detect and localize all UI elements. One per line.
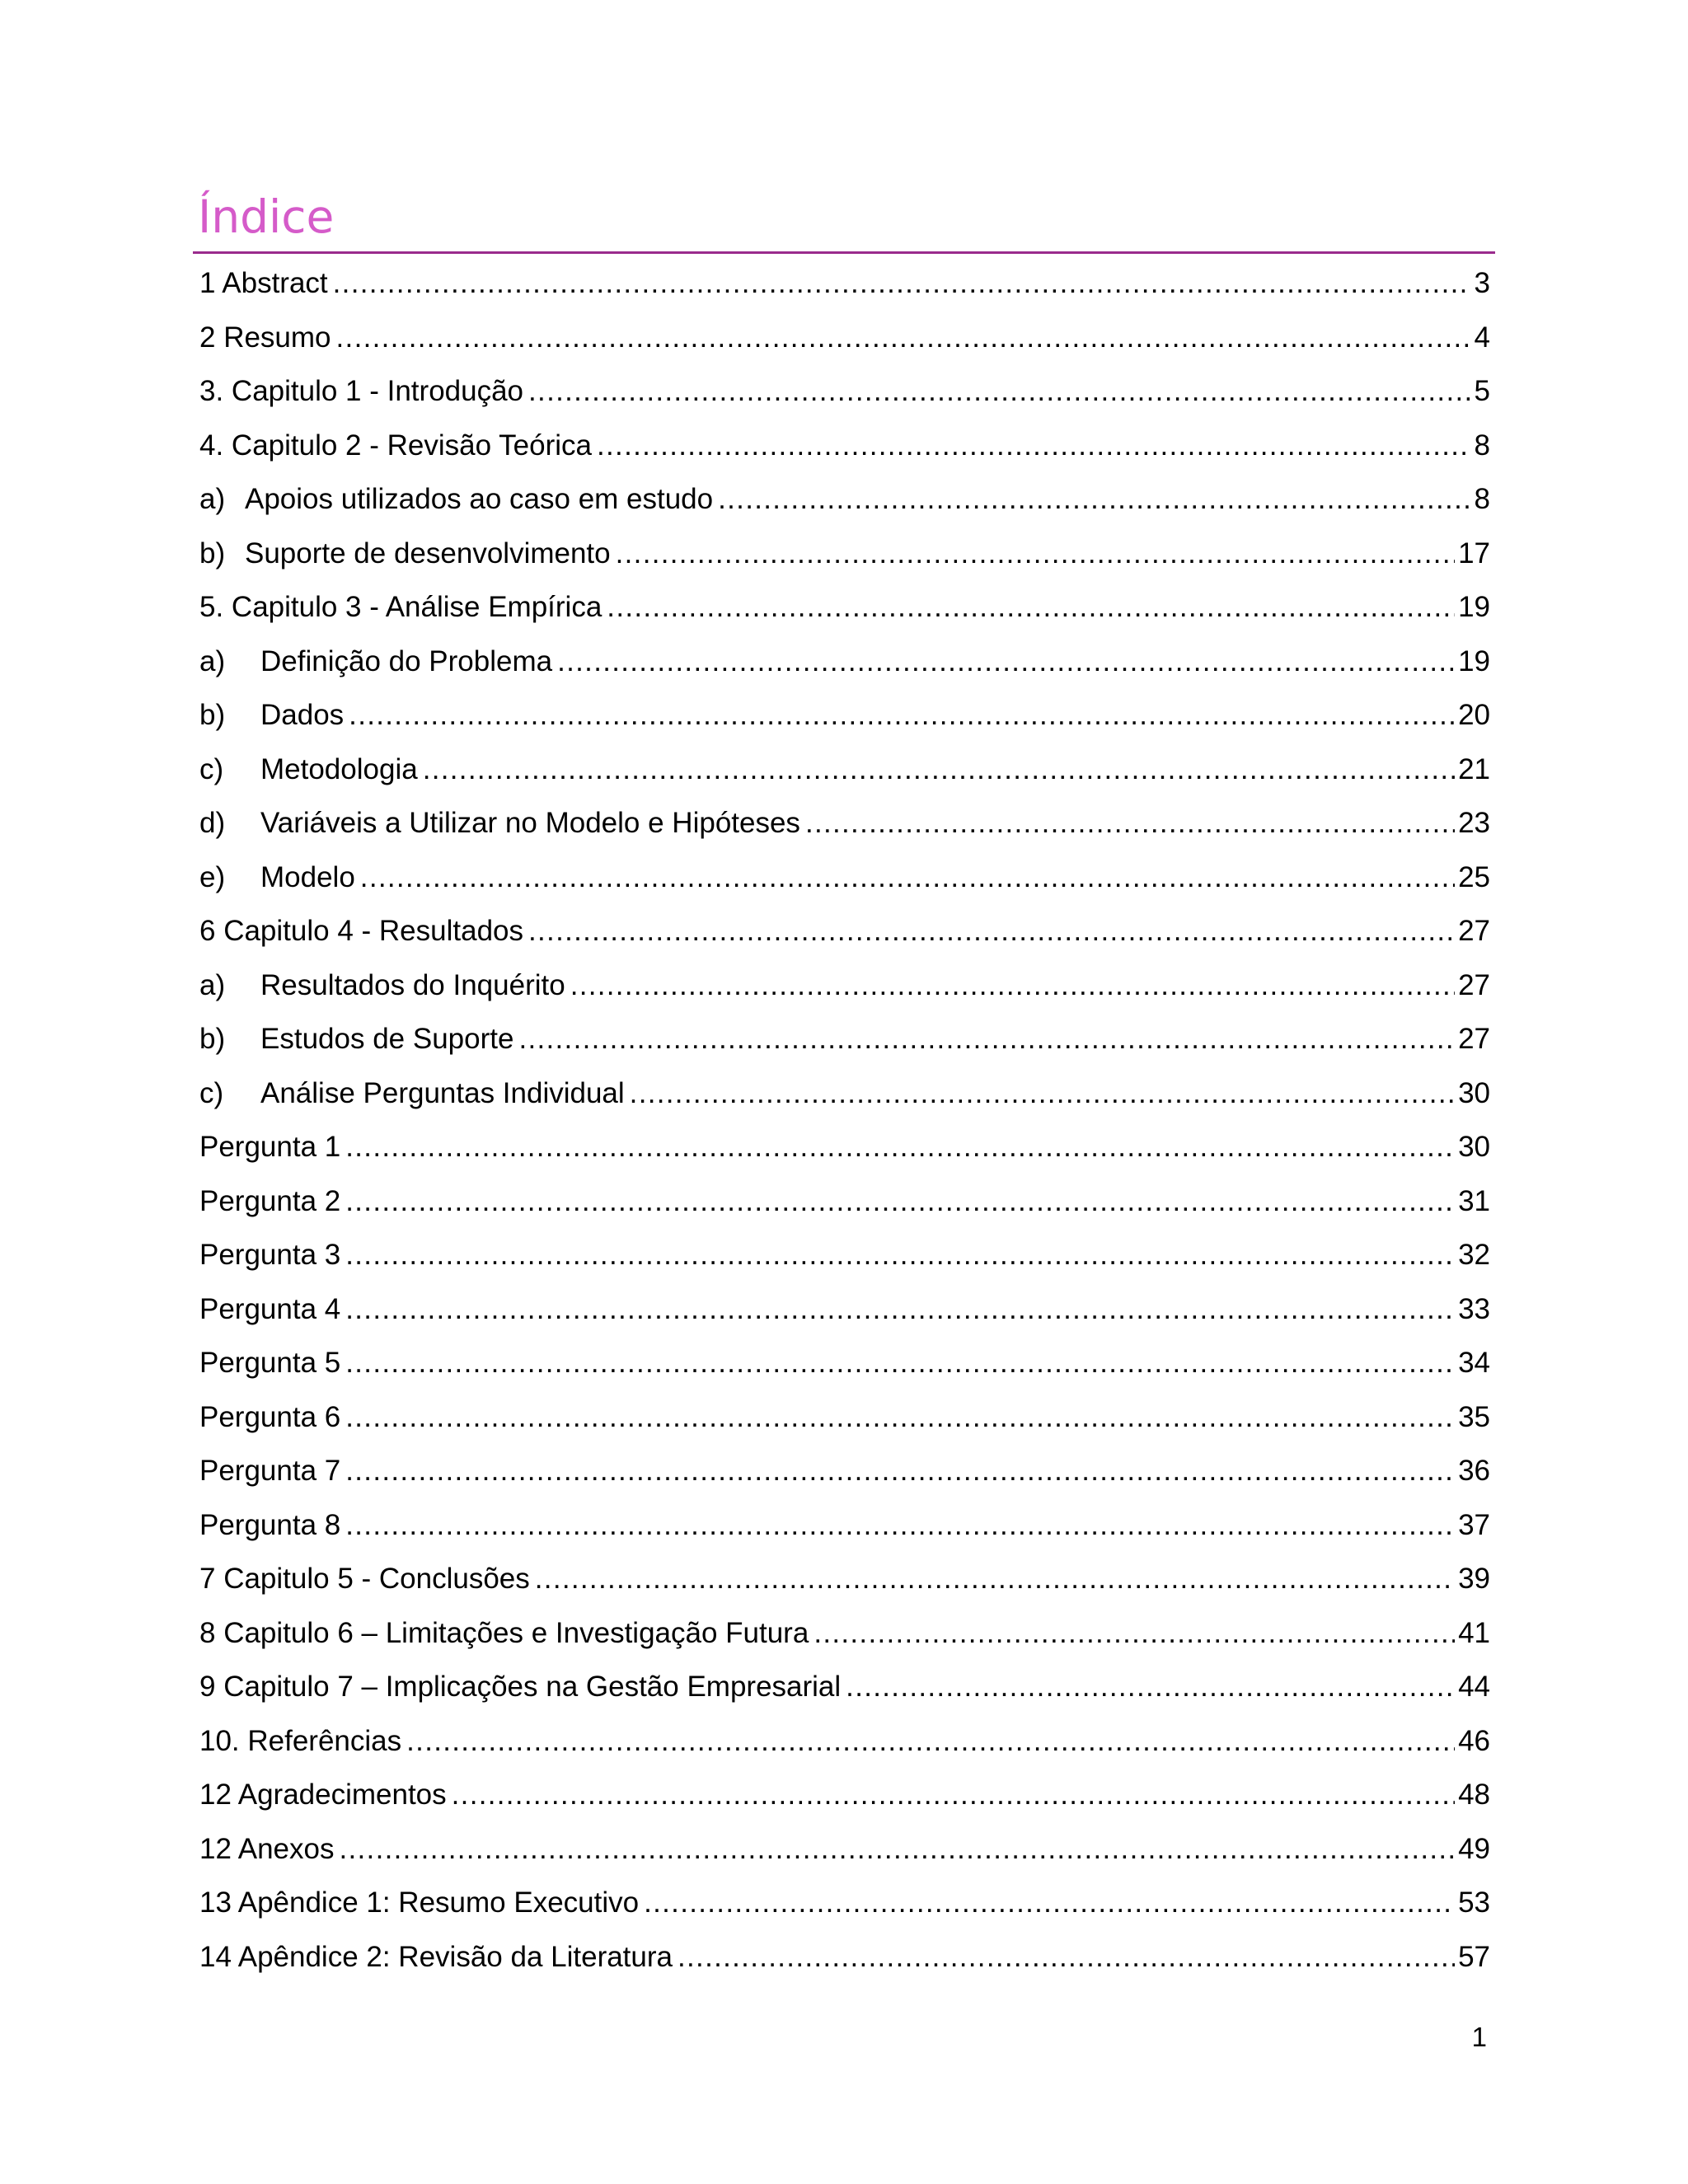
toc-entry-text: 7 Capitulo 5 - Conclusões: [199, 1563, 530, 1595]
toc-entry[interactable]: [199, 1175, 1490, 1230]
dot-leader: [535, 1559, 1455, 1599]
toc-entry[interactable]: [199, 581, 1490, 635]
toc-entry-text: 13 Apêndice 1: Resumo Executivo: [199, 1886, 640, 1919]
toc-page-number: 48: [1458, 1779, 1490, 1811]
toc-entry-marker: e): [199, 860, 226, 893]
dot-leader: [349, 696, 1455, 735]
toc-entry-text: Pergunta 6: [199, 1400, 341, 1433]
toc-page-number: 37: [1458, 1508, 1490, 1541]
toc-entry-marker: b): [199, 699, 226, 731]
toc-entry-label: [199, 1127, 340, 1167]
toc-entry-text: Variáveis a Utilizar no Modelo e Hipóteses: [260, 807, 800, 839]
toc-page-number: 4: [1474, 321, 1490, 354]
page-title: Índice: [198, 190, 335, 243]
toc-entry-label: [199, 1343, 340, 1383]
toc-entry[interactable]: [199, 959, 1490, 1014]
toc-entry-label: [199, 426, 592, 466]
toc-page-number: 3: [1474, 267, 1490, 299]
toc-entry[interactable]: [199, 312, 1490, 366]
toc-page-number: 53: [1458, 1886, 1490, 1919]
toc-entry-label: [199, 1182, 340, 1221]
toc-entry-label: [199, 1775, 447, 1815]
toc-entry[interactable]: [199, 1931, 1490, 1985]
toc-entry[interactable]: [199, 365, 1490, 419]
dot-leader: [528, 372, 1470, 411]
toc-entry[interactable]: [199, 1499, 1490, 1554]
dot-leader: [718, 480, 1470, 519]
toc-entry-text: 12 Anexos: [199, 1832, 335, 1865]
toc-entry-text: Metodologia: [260, 752, 418, 785]
toc-entry[interactable]: [199, 1391, 1490, 1446]
toc-entry[interactable]: [199, 473, 1490, 527]
toc-entry[interactable]: [199, 1121, 1490, 1175]
toc-entry-label: [199, 966, 565, 1005]
toc-entry[interactable]: [199, 851, 1490, 906]
toc-entry[interactable]: [199, 1715, 1490, 1769]
dot-leader: [345, 1398, 1455, 1437]
toc-entry-label: [199, 696, 344, 735]
dot-leader: [597, 426, 1470, 466]
dot-leader: [846, 1667, 1455, 1707]
toc-page-number: 30: [1458, 1076, 1490, 1109]
toc-entry-label: [199, 1667, 841, 1707]
toc-entry[interactable]: [199, 743, 1490, 798]
toc-entry[interactable]: [199, 797, 1490, 851]
toc-entry-marker: c): [199, 1076, 224, 1109]
dot-leader: [333, 264, 1470, 303]
toc-entry-text: 9 Capitulo 7 – Implicações na Gestão Empresarial: [199, 1671, 842, 1703]
dot-leader: [452, 1775, 1455, 1815]
toc-entry-label: [199, 1830, 334, 1869]
toc-entry-marker: d): [199, 807, 226, 839]
toc-entry-marker: a): [199, 644, 226, 677]
toc-entry-marker: a): [199, 968, 226, 1001]
toc-entry[interactable]: [199, 1607, 1490, 1661]
dot-leader: [557, 642, 1455, 682]
toc-page-number: 27: [1458, 968, 1490, 1001]
dot-leader: [345, 1451, 1455, 1491]
toc-entry-label: [199, 1883, 639, 1923]
toc-entry-label: [199, 1074, 625, 1113]
toc-page-number: 19: [1458, 591, 1490, 623]
toc-entry-label: [199, 1614, 809, 1653]
toc-entry-text: Dados: [260, 699, 345, 731]
toc-page-number: 23: [1458, 807, 1490, 839]
page-number: 1: [1471, 2022, 1487, 2052]
toc-entry-label: [199, 1506, 340, 1545]
toc-entry-marker: c): [199, 752, 224, 785]
toc-page-number: 19: [1458, 644, 1490, 677]
dot-leader: [345, 1506, 1455, 1545]
toc-page-number: 27: [1458, 1023, 1490, 1055]
toc-entry-text: Pergunta 8: [199, 1508, 341, 1541]
toc-page-number: 32: [1458, 1239, 1490, 1271]
toc-entry-text: 12 Agradecimentos: [199, 1779, 447, 1811]
toc-entry-text: Pergunta 5: [199, 1347, 341, 1379]
toc-entry-text: 6 Capitulo 4 - Resultados: [199, 915, 523, 947]
toc-page-number: 8: [1474, 429, 1490, 462]
toc-page-number: 31: [1458, 1184, 1490, 1217]
toc-entry-label: [199, 1722, 401, 1761]
dot-leader: [528, 912, 1455, 951]
toc-entry-text: Pergunta 3: [199, 1239, 341, 1271]
dot-leader: [360, 858, 1455, 898]
toc-page-number: 49: [1458, 1832, 1490, 1865]
toc-entry[interactable]: [199, 1013, 1490, 1067]
toc-entry-text: 5. Capitulo 3 - Análise Empírica: [199, 591, 603, 623]
toc-entry-text: 10. Referências: [199, 1724, 402, 1757]
toc-page-number: 44: [1458, 1671, 1490, 1703]
toc-page-number: 57: [1458, 1940, 1490, 1973]
toc-entry[interactable]: [199, 257, 1490, 312]
toc-entry-label: [199, 1451, 340, 1491]
toc-entry-label: [199, 1559, 530, 1599]
toc-entry-label: [199, 858, 355, 898]
toc-entry[interactable]: [199, 635, 1490, 690]
toc-entry[interactable]: [199, 419, 1490, 474]
toc-page-number: 20: [1458, 699, 1490, 731]
toc-entry-label: [199, 804, 800, 843]
dot-leader: [644, 1883, 1455, 1923]
dot-leader: [616, 534, 1455, 574]
dot-leader: [345, 1343, 1455, 1383]
toc-entry-text: 1 Abstract: [199, 267, 328, 299]
dot-leader: [570, 966, 1455, 1005]
toc-entry-text: Pergunta 1: [199, 1131, 341, 1163]
toc-entry-marker: b): [199, 1023, 226, 1055]
title-divider: [193, 251, 1495, 254]
toc-entry-text: Análise Perguntas Individual: [260, 1076, 625, 1109]
toc-entry[interactable]: [199, 1553, 1490, 1607]
toc-entry-label: [199, 1019, 513, 1059]
toc-page-number: 41: [1458, 1616, 1490, 1649]
toc-entry[interactable]: [199, 689, 1490, 743]
toc-entry-label: [199, 1938, 673, 1977]
dot-leader: [336, 318, 1470, 358]
dot-leader: [423, 750, 1455, 790]
toc-entry-text: Pergunta 4: [199, 1292, 341, 1325]
toc-page-number: 35: [1458, 1400, 1490, 1433]
dot-leader: [345, 1235, 1455, 1275]
dot-leader: [814, 1614, 1455, 1653]
toc-entry[interactable]: [199, 1229, 1490, 1283]
toc-entry-label: [199, 642, 552, 682]
dot-leader: [406, 1722, 1455, 1761]
toc-page-number: 17: [1458, 537, 1490, 569]
dot-leader: [630, 1074, 1455, 1113]
toc-page-number: 46: [1458, 1724, 1490, 1757]
toc-entry-text: 14 Apêndice 2: Revisão da Literatura: [199, 1940, 673, 1973]
toc-entry-text: 3. Capitulo 1 - Introdução: [199, 375, 524, 407]
dot-leader: [345, 1290, 1455, 1329]
toc-entry-label: [199, 1235, 340, 1275]
toc-page-number: 33: [1458, 1292, 1490, 1325]
toc-page-number: 27: [1458, 915, 1490, 947]
toc-entry[interactable]: [199, 1661, 1490, 1715]
dot-leader: [518, 1019, 1455, 1059]
toc-page-number: 30: [1458, 1131, 1490, 1163]
toc-entry-marker: a): [199, 483, 226, 515]
toc-entry[interactable]: [199, 1067, 1490, 1122]
toc-entry[interactable]: [199, 527, 1490, 582]
toc-entry-label: [199, 480, 713, 519]
toc-entry-label: [199, 372, 523, 411]
dot-leader: [678, 1938, 1455, 1977]
toc-entry-text: 8 Capitulo 6 – Limitações e Investigação Futura: [199, 1616, 809, 1649]
toc-page-number: 36: [1458, 1455, 1490, 1487]
toc-entry-marker: b): [199, 537, 226, 569]
dot-leader: [805, 804, 1455, 843]
toc-entry-label: [199, 264, 328, 303]
toc-entry[interactable]: [199, 905, 1490, 959]
toc-entry-label: [199, 750, 418, 790]
dot-leader: [345, 1127, 1455, 1167]
toc-entry-text: Modelo: [260, 860, 355, 893]
toc-entry[interactable]: [199, 1445, 1490, 1499]
toc-page-number: 21: [1458, 752, 1490, 785]
toc-page-number: 25: [1458, 860, 1490, 893]
toc-page-number: 39: [1458, 1563, 1490, 1595]
dot-leader: [607, 588, 1455, 627]
toc-entry-text: Resultados do Inquérito: [260, 968, 565, 1001]
toc-page-number: 5: [1474, 375, 1490, 407]
toc-entry[interactable]: [199, 1283, 1490, 1338]
toc-entry-text: Definição do Problema: [260, 644, 553, 677]
toc-entry-label: [199, 318, 331, 358]
toc-entry-text: Pergunta 2: [199, 1184, 341, 1217]
toc-entry[interactable]: [199, 1337, 1490, 1391]
table-of-contents: [199, 257, 1490, 1985]
toc-entry[interactable]: [199, 1769, 1490, 1823]
toc-entry-text: 4. Capitulo 2 - Revisão Teórica: [199, 429, 592, 462]
toc-entry-label: [199, 588, 602, 627]
dot-leader: [339, 1830, 1455, 1869]
toc-entry-text: Apoios utilizados ao caso em estudo: [245, 483, 714, 515]
toc-page-number: 8: [1474, 483, 1490, 515]
toc-page-number: 34: [1458, 1347, 1490, 1379]
toc-entry[interactable]: [199, 1877, 1490, 1931]
toc-entry-label: [199, 912, 523, 951]
toc-entry-label: [199, 534, 611, 574]
toc-entry[interactable]: [199, 1823, 1490, 1877]
toc-entry-text: Estudos de Suporte: [260, 1023, 514, 1055]
toc-entry-text: Suporte de desenvolvimento: [245, 537, 611, 569]
dot-leader: [345, 1182, 1455, 1221]
toc-entry-text: Pergunta 7: [199, 1455, 341, 1487]
toc-entry-label: [199, 1290, 340, 1329]
toc-entry-label: [199, 1398, 340, 1437]
toc-entry-text: 2 Resumo: [199, 321, 331, 354]
